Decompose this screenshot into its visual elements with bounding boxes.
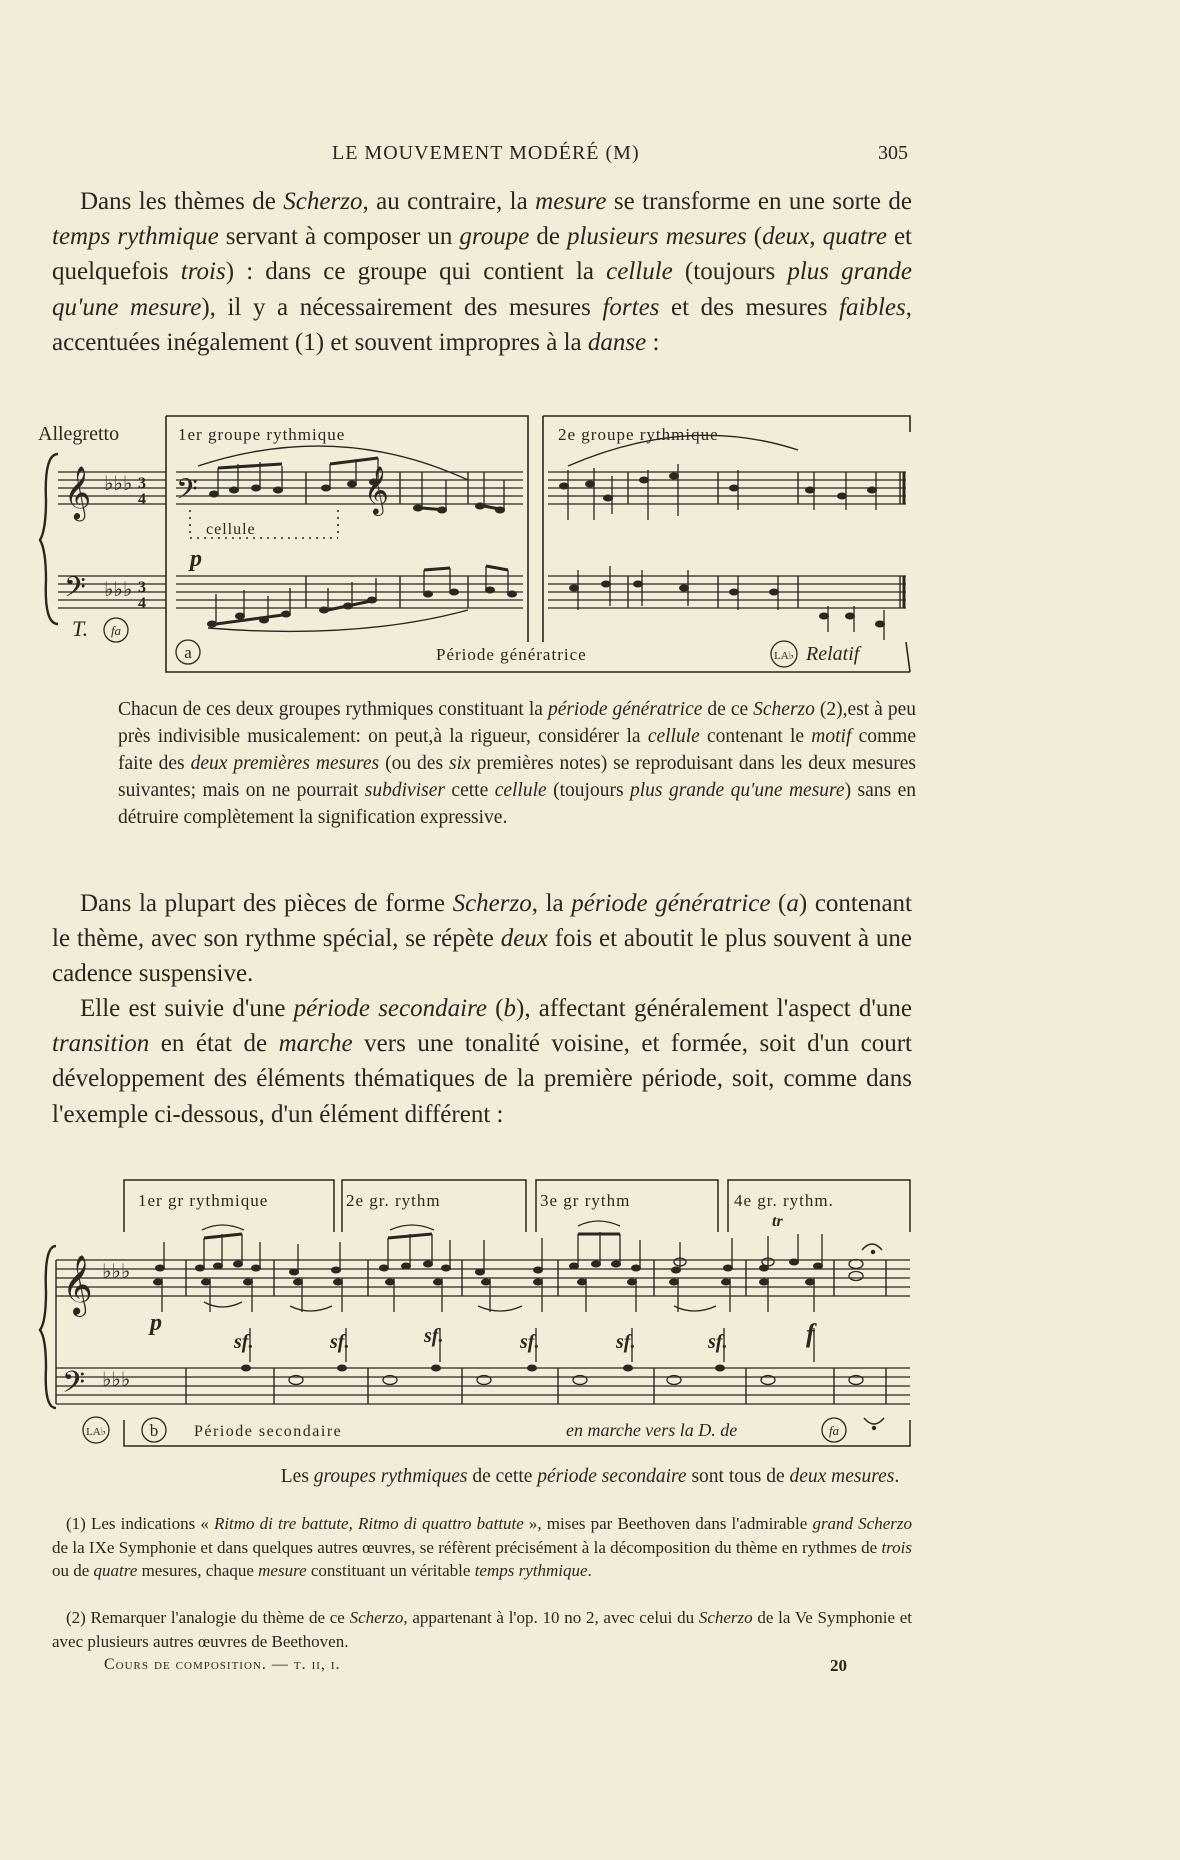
key-signature: ♭♭♭: [104, 473, 133, 495]
marker-a: a: [184, 643, 192, 662]
sforzando-marking: sf.: [424, 1325, 444, 1347]
dynamic-marking: p: [150, 1310, 162, 1336]
caption-2: Les groupes rythmiques de cette période secondaire sont tous de deux mesures.: [280, 1466, 900, 1487]
sforzando-marking: sf.: [234, 1331, 254, 1353]
tempo-marking: Allegretto: [38, 423, 120, 445]
relative-label: Relatif: [806, 643, 860, 665]
sheet-number: 20: [830, 1656, 847, 1675]
group-2-label: 2e gr. rythm: [346, 1191, 441, 1210]
svg-text:3: 3: [138, 579, 146, 596]
bass-clef-icon: 𝄢: [64, 573, 86, 610]
group-1-label: 1er gr rythmique: [138, 1191, 269, 1210]
tonic-key: fa: [110, 623, 122, 638]
bass-clef-icon: 𝄢: [62, 1366, 86, 1406]
music-example-1: [38, 410, 918, 682]
march-label: en marche vers la D. de: [566, 1420, 738, 1440]
running-title: LE MOUVEMENT MODÉRÉ (M): [332, 142, 640, 164]
sforzando-marking: sf.: [520, 1331, 540, 1353]
sforzando-marking: sf.: [616, 1331, 636, 1353]
music-example-2: [38, 1172, 918, 1456]
sforzando-marking: sf.: [330, 1331, 350, 1353]
key-signature: ♭♭♭: [104, 579, 133, 601]
tonic-label: T.: [72, 616, 89, 641]
paragraph-2: Dans la plupart des pièces de forme Scherzo, la période génératrice (a) contenant le thème, avec son rythme spécial, se répète deux fois et aboutit le plus souvent à une cadence suspensive.: [52, 890, 913, 988]
paragraph-3: Elle est suivie d'une période secondaire (b), affectant généralement l'aspect d'une transition en état de marche vers une tonalité voisine, et formée, soit d'un court développement des éléments thématiques de la première période, soit, comme dans l'exemple ci-dessous, d'un élément différent :: [52, 995, 912, 1128]
treble-clef-icon: 𝄞: [62, 1257, 93, 1314]
page-number: 305: [878, 142, 908, 164]
footer-signature: Cours de composition. — t. ii, i.: [104, 1656, 341, 1673]
sforzando-marking: sf.: [708, 1331, 728, 1353]
treble-clef-icon: 𝄞: [64, 467, 92, 518]
svg-text:4: 4: [138, 491, 146, 508]
svg-text:4: 4: [138, 595, 146, 612]
caption-1: Chacun de ces deux groupes rythmiques constituant la période génératrice de ce Scherzo (2),est à peu près indivisible musicalement: on peut,à la rigueur, considérer la cellule contenant le motif comme faite des deux premières mesures (ou des six premières notes) se reproduisant dans les deux mesures suivantes; mais on ne pourrait subdiviser cette cellule (toujours plus grande qu'une mesure) sans en détruire complètement la signification expressive.: [118, 699, 916, 828]
running-header: [0, 142, 1180, 172]
forte-marking: f: [806, 1319, 815, 1348]
key-signature: ♭♭♭: [102, 1261, 131, 1283]
group-1-label: 1er groupe rythmique: [178, 425, 346, 444]
period-label: Période secondaire: [194, 1423, 343, 1440]
trill-marking: tr: [772, 1213, 783, 1230]
group-3-label: 3e gr rythm: [540, 1191, 631, 1210]
period-label: Période génératrice: [436, 645, 587, 664]
bass-clef-icon: 𝄢: [176, 475, 198, 512]
dynamic-marking: p: [190, 546, 202, 572]
group-4-label: 4e gr. rythm.: [734, 1191, 834, 1210]
key-label: LA♭: [86, 1426, 106, 1438]
treble-clef-icon: 𝄞: [364, 468, 389, 514]
marker-b: b: [149, 1421, 159, 1440]
key-signature: ♭♭♭: [102, 1369, 131, 1391]
paragraph-1: Dans les thèmes de Scherzo, au contraire, la mesure se transforme en une sorte de temps rythmique servant à composer un groupe de plusieurs mesures (deux, quatre et quelquefois trois) : dans ce groupe qui contient la cellule (toujours plus grande qu'une mesure), il y a nécessairement des mesures fortes et des mesures faibles, accentuées inégalement (1) et souvent impropres à la danse :: [52, 188, 913, 356]
footnote-2: (2) Remarquer l'analogie du thème de ce Scherzo, appartenant à l'op. 10 no 2, avec celui du Scherzo de la Ve Symphonie et avec plusieurs autres œuvres de Beethoven.: [52, 1608, 913, 1651]
time-signature: 3: [138, 475, 146, 492]
group-2-label: 2e groupe rythmique: [558, 425, 719, 444]
cellule-label: cellule: [206, 521, 256, 538]
footnote-1: (1) Les indications « Ritmo di tre battute, Ritmo di quattro battute », mises par Beethoven dans l'admirable grand Scherzo de la IXe Symphonie et dans quelques autres œuvres, se réfèrent précisément à la décomposition du thème en rythmes de trois ou de quatre mesures, chaque mesure constituant un véritable temps rythmique.: [52, 1514, 912, 1580]
march-key: fa: [828, 1423, 840, 1438]
relative-key: LA♭: [774, 650, 794, 662]
